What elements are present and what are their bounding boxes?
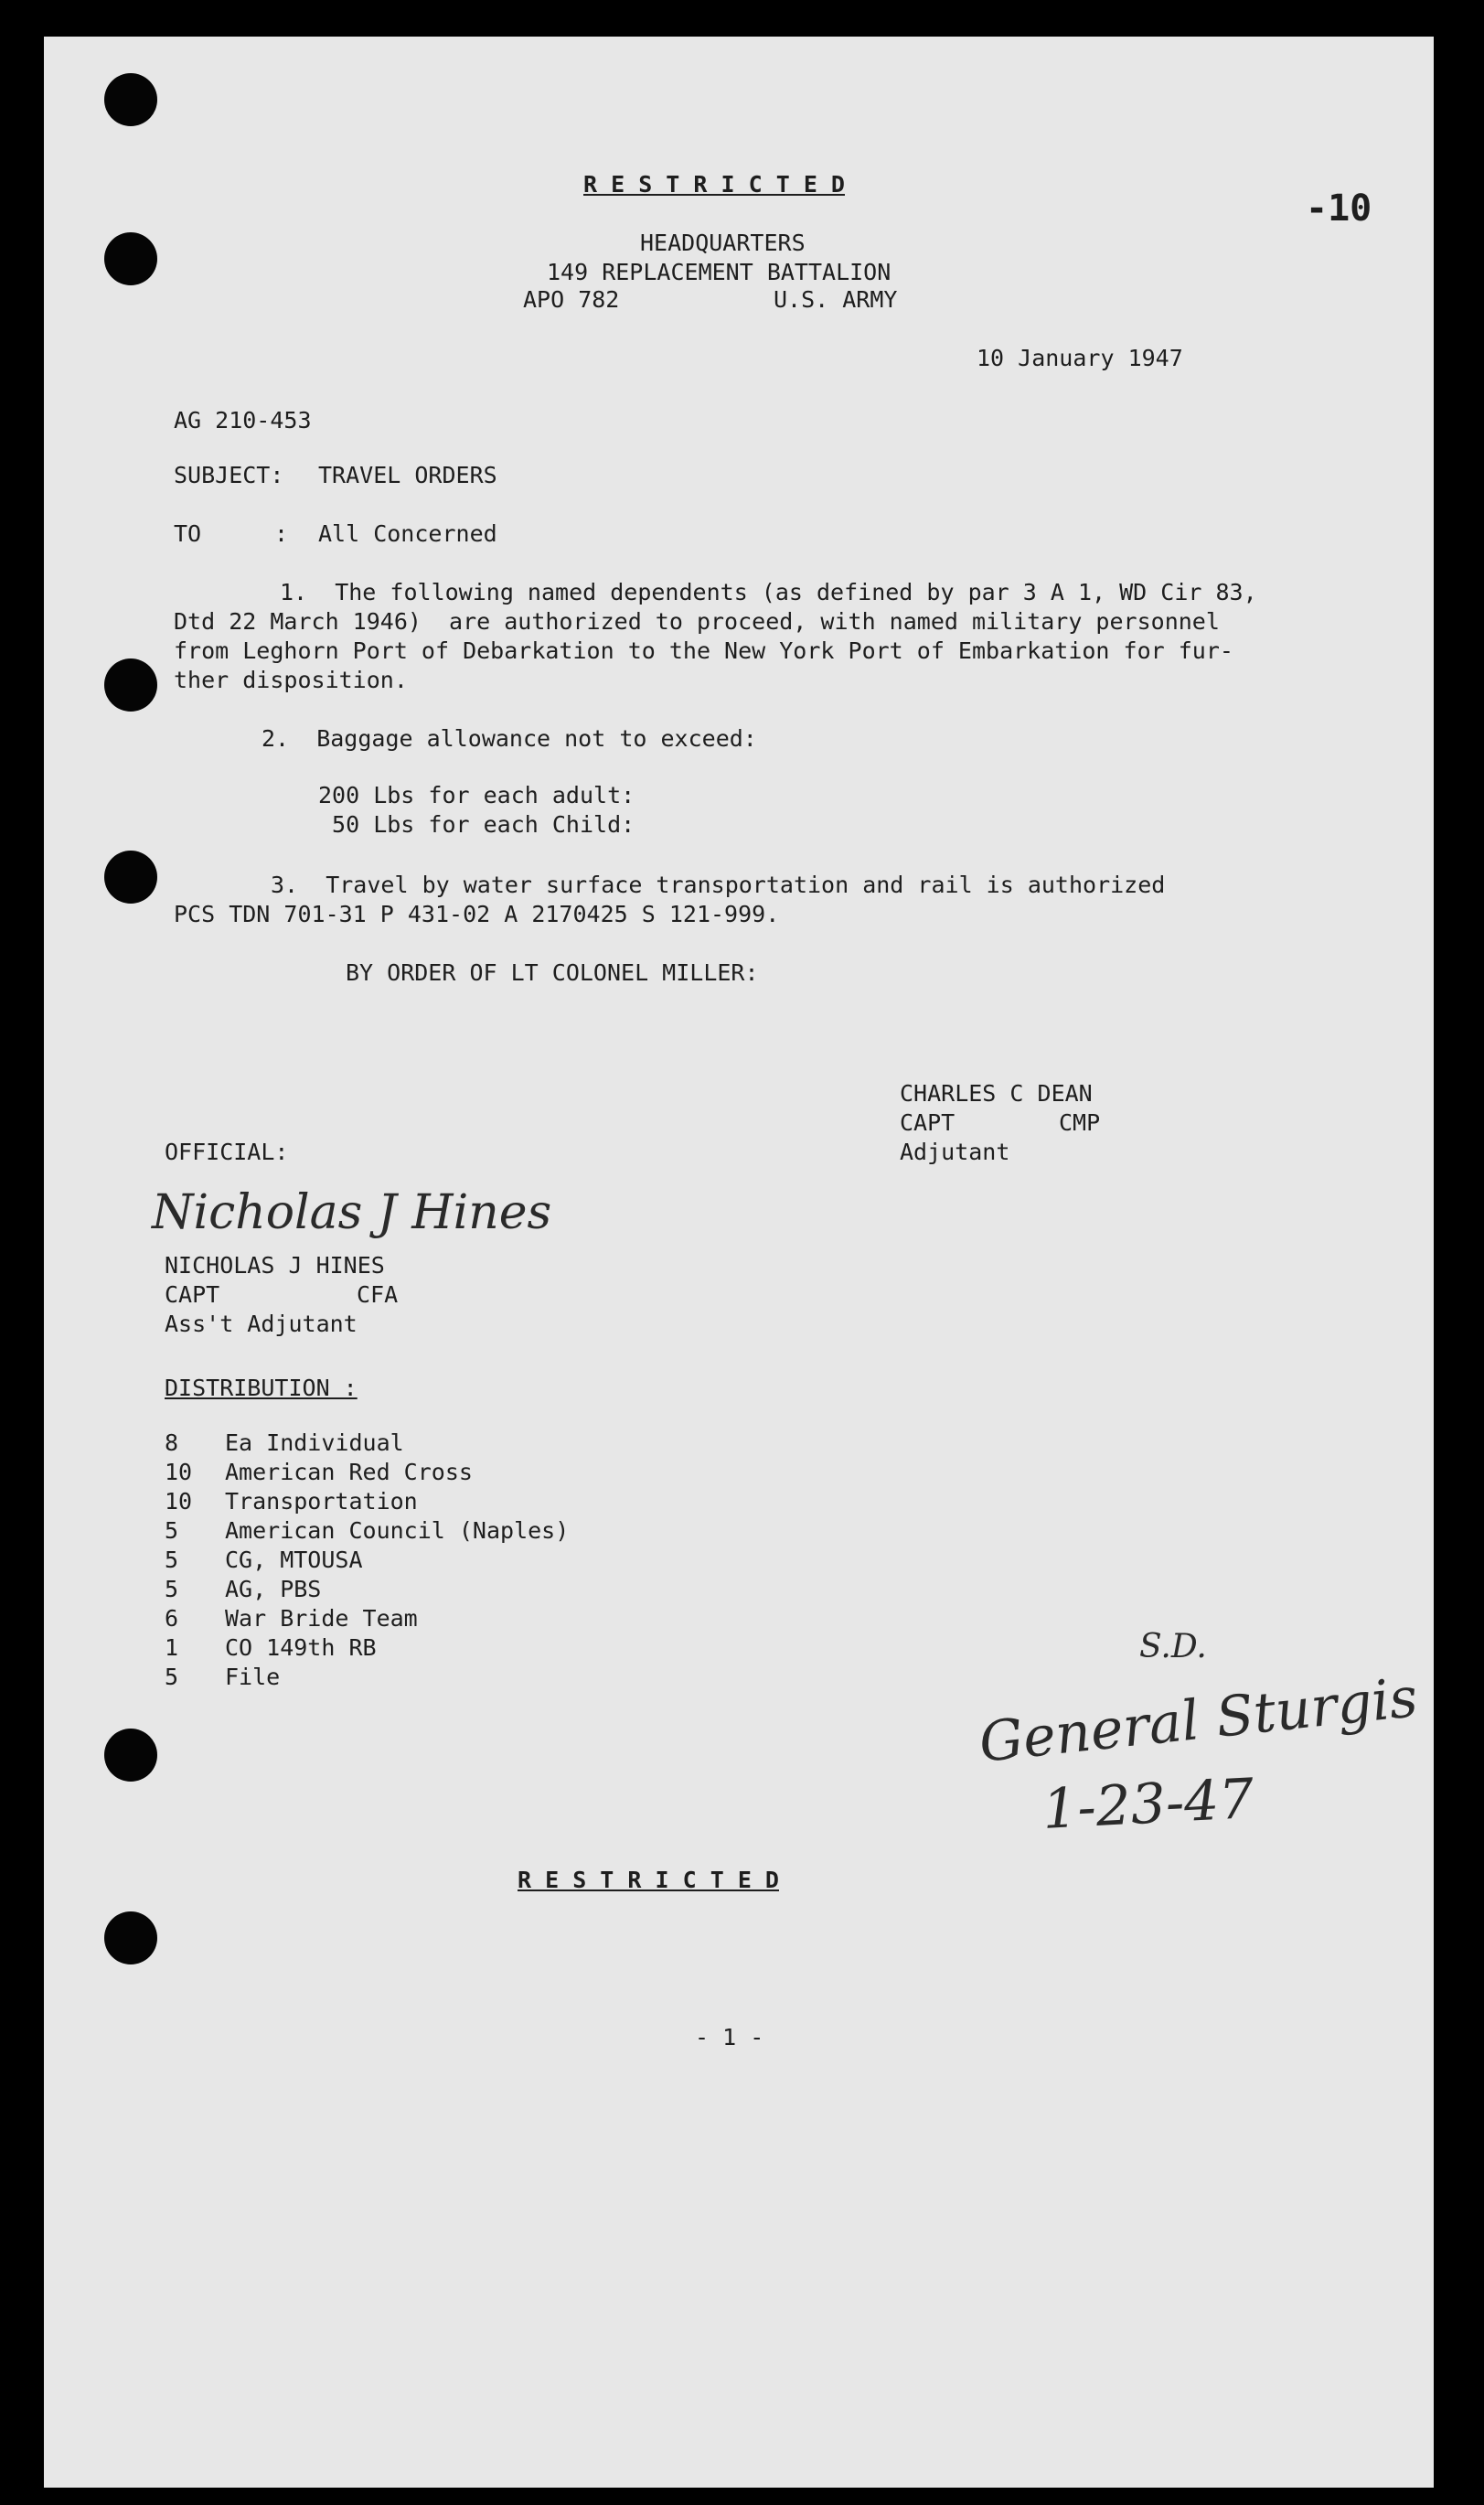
file-reference: AG 210-453 bbox=[174, 407, 312, 434]
baggage-child: 50 Lbs for each Child: bbox=[318, 811, 635, 838]
distribution-recipient: CO 149th RB bbox=[225, 1634, 377, 1661]
punch-hole bbox=[104, 232, 157, 285]
paragraph-2: 2. Baggage allowance not to exceed: bbox=[262, 725, 757, 752]
document-date: 10 January 1947 bbox=[977, 345, 1183, 371]
distribution-recipient: CG, MTOUSA bbox=[225, 1547, 363, 1573]
distribution-recipient: American Red Cross bbox=[225, 1459, 473, 1485]
punch-hole bbox=[104, 658, 157, 712]
official-name: NICHOLAS J HINES bbox=[165, 1252, 385, 1279]
page-mark: -10 bbox=[1306, 187, 1372, 230]
handwritten-date: 1-23-47 bbox=[1041, 1766, 1256, 1843]
distribution-count: 5 bbox=[165, 1547, 179, 1573]
distribution-count: 5 bbox=[165, 1517, 179, 1544]
distribution-recipient: Ea Individual bbox=[225, 1429, 404, 1456]
subject-label: SUBJECT: bbox=[174, 462, 284, 488]
distribution-count: 10 bbox=[165, 1488, 193, 1515]
official-signature: Nicholas J Hines bbox=[152, 1185, 552, 1240]
distribution-count: 5 bbox=[165, 1664, 179, 1690]
to-separator: : bbox=[274, 520, 289, 547]
unit-name: 149 REPLACEMENT BATTALION bbox=[547, 259, 891, 285]
official-rank: CAPT bbox=[165, 1281, 220, 1308]
unit-army: U.S. ARMY bbox=[774, 286, 898, 313]
distribution-recipient: File bbox=[225, 1664, 281, 1690]
unit-headquarters: HEADQUARTERS bbox=[640, 230, 806, 256]
distribution-count: 5 bbox=[165, 1576, 179, 1602]
page-number: - 1 - bbox=[695, 2024, 764, 2050]
paragraph-1-line-3: from Leghorn Port of Debarkation to the New York Port of Embarkation for fur- bbox=[174, 637, 1233, 664]
distribution-count: 8 bbox=[165, 1429, 179, 1456]
footer-classification: R E S T R I C T E D bbox=[518, 1867, 779, 1893]
unit-apo: APO 782 bbox=[523, 286, 620, 313]
signatory-branch: CMP bbox=[1059, 1109, 1101, 1136]
punch-hole bbox=[104, 1729, 157, 1782]
handwritten-name: General Sturgis bbox=[976, 1665, 1421, 1775]
signatory-rank: CAPT bbox=[900, 1109, 956, 1136]
distribution-recipient: American Council (Naples) bbox=[225, 1517, 570, 1544]
punch-hole bbox=[104, 1911, 157, 1964]
punch-hole bbox=[104, 851, 157, 904]
official-title: Ass't Adjutant bbox=[165, 1311, 358, 1337]
distribution-count: 1 bbox=[165, 1634, 179, 1661]
subject-text: TRAVEL ORDERS bbox=[318, 462, 497, 488]
distribution-recipient: War Bride Team bbox=[225, 1605, 418, 1632]
paragraph-1-line-4: ther disposition. bbox=[174, 667, 408, 693]
paragraph-1-line-1: 1. The following named dependents (as defined by par 3 A 1, WD Cir 83, bbox=[280, 579, 1257, 605]
distribution-count: 10 bbox=[165, 1459, 193, 1485]
to-text: All Concerned bbox=[318, 520, 497, 547]
distribution-recipient: AG, PBS bbox=[225, 1576, 322, 1602]
signatory-name: CHARLES C DEAN bbox=[900, 1080, 1093, 1107]
distribution-count: 6 bbox=[165, 1605, 179, 1632]
paragraph-3-line-1: 3. Travel by water surface transportation and rail is authorized bbox=[271, 872, 1166, 898]
handwritten-initials: S.D. bbox=[1139, 1628, 1207, 1665]
signatory-title: Adjutant bbox=[900, 1139, 1010, 1165]
paragraph-1-line-2: Dtd 22 March 1946) are authorized to proceed, with named military personnel bbox=[174, 608, 1220, 635]
official-branch: CFA bbox=[357, 1281, 399, 1308]
document-page bbox=[44, 37, 1434, 2488]
header-classification: R E S T R I C T E D bbox=[583, 171, 845, 198]
by-order: BY ORDER OF LT COLONEL MILLER: bbox=[346, 959, 759, 986]
paragraph-3-line-2: PCS TDN 701-31 P 431-02 A 2170425 S 121-999. bbox=[174, 901, 780, 927]
official-label: OFFICIAL: bbox=[165, 1139, 289, 1165]
punch-hole bbox=[104, 73, 157, 126]
distribution-label: DISTRIBUTION : bbox=[165, 1375, 358, 1401]
baggage-adult: 200 Lbs for each adult: bbox=[318, 782, 635, 808]
to-label: TO bbox=[174, 520, 202, 547]
distribution-recipient: Transportation bbox=[225, 1488, 418, 1515]
